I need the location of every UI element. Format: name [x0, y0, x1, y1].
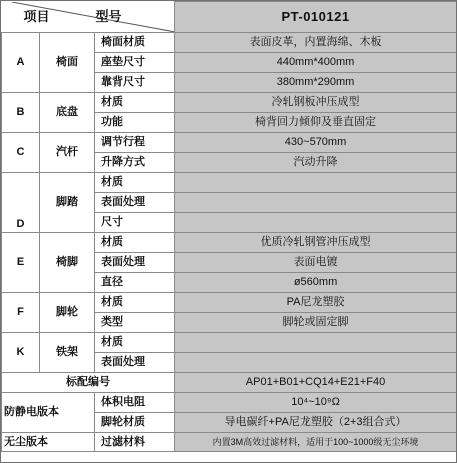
- attr-label: 表面处理: [95, 352, 175, 372]
- attr-label: 脚轮材质: [95, 412, 175, 432]
- standard-code-label: 标配编号: [2, 372, 175, 392]
- attr-value: PA尼龙塑胶: [175, 292, 457, 312]
- antistatic-version-label: 防静电版本: [2, 392, 95, 432]
- attr-label: 升降方式: [95, 152, 175, 172]
- dustfree-version-label: 无尘版本: [2, 432, 95, 451]
- attr-label: 体积电阻: [95, 392, 175, 412]
- group-code-d: D: [2, 172, 40, 232]
- attr-value: [175, 172, 457, 192]
- attr-value: 440mm*400mm: [175, 52, 457, 72]
- group-code-b: B: [2, 92, 40, 132]
- attr-label: 材质: [95, 232, 175, 252]
- attr-label: 调节行程: [95, 132, 175, 152]
- attr-value: [175, 352, 457, 372]
- attr-value: [175, 192, 457, 212]
- attr-label: 直径: [95, 272, 175, 292]
- model-number: PT-010121: [175, 2, 457, 33]
- attr-value: 430~570mm: [175, 132, 457, 152]
- attr-label: 功能: [95, 112, 175, 132]
- group-name-footrest: 脚踏: [40, 172, 95, 232]
- attr-label: 尺寸: [95, 212, 175, 232]
- attr-label: 材质: [95, 292, 175, 312]
- attr-label: 类型: [95, 312, 175, 332]
- attr-value: 优质冷轧钢管冲压成型: [175, 232, 457, 252]
- attr-value: 冷轧钢板冲压成型: [175, 92, 457, 112]
- group-name-seat: 椅面: [40, 32, 95, 92]
- group-code-c: C: [2, 132, 40, 172]
- attr-value: 汽动升降: [175, 152, 457, 172]
- attr-label: 椅面材质: [95, 32, 175, 52]
- attr-label: 靠背尺寸: [95, 72, 175, 92]
- attr-value: 内置3M高效过滤材料，适用于100~1000级无尘环境: [175, 432, 457, 451]
- attr-label: 材质: [95, 332, 175, 352]
- group-code-f: F: [2, 292, 40, 332]
- group-name-chair-base: 椅脚: [40, 232, 95, 292]
- group-code-e: E: [2, 232, 40, 292]
- attr-value: 椅背回力倾仰及垂直固定: [175, 112, 457, 132]
- attr-value: 导电碳纤+PA尼龙塑胶（2+3组合式）: [175, 412, 457, 432]
- attr-value: 脚轮或固定脚: [175, 312, 457, 332]
- spec-table: [1, 1, 457, 452]
- header-model-label: 型号: [95, 8, 122, 24]
- attr-value: 380mm*290mm: [175, 72, 457, 92]
- attr-label: 过滤材料: [95, 432, 175, 451]
- attr-value: [175, 332, 457, 352]
- group-name-gas-lift: 汽杆: [40, 132, 95, 172]
- attr-label: 表面处理: [95, 192, 175, 212]
- attr-label: 材质: [95, 172, 175, 192]
- header-item-model-cell: [2, 2, 175, 33]
- group-code-k: K: [2, 332, 40, 372]
- standard-code-value: AP01+B01+CQ14+E21+F40: [175, 372, 457, 392]
- group-name-casters: 脚轮: [40, 292, 95, 332]
- attr-value: [175, 212, 457, 232]
- attr-label: 座垫尺寸: [95, 52, 175, 72]
- attr-value: 表面皮革，内置海绵、木板: [175, 32, 457, 52]
- group-name-chassis: 底盘: [40, 92, 95, 132]
- attr-value: ø560mm: [175, 272, 457, 292]
- group-name-iron-frame: 铁架: [40, 332, 95, 372]
- group-code-a: A: [2, 32, 40, 92]
- attr-label: 材质: [95, 92, 175, 112]
- header-item-label: 项目: [23, 8, 50, 24]
- attr-value: 表面电镀: [175, 252, 457, 272]
- attr-value: 10⁴~10⁹Ω: [175, 392, 457, 412]
- attr-label: 表面处理: [95, 252, 175, 272]
